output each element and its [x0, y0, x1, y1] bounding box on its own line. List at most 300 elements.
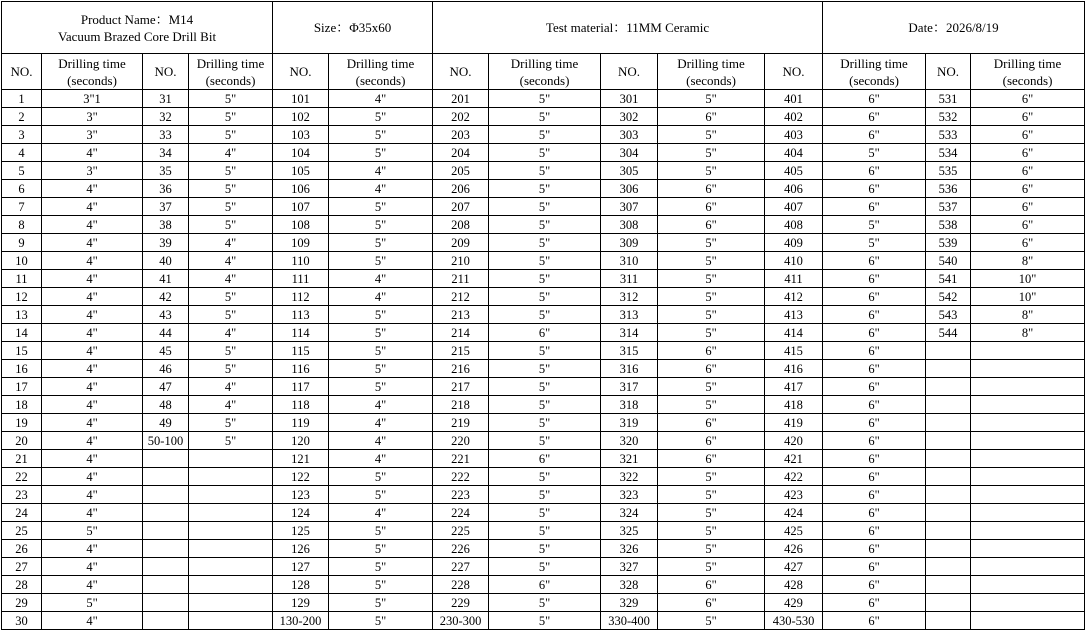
table-row: [2, 306, 1085, 324]
no-header: NO.: [926, 54, 971, 90]
drilling-time-cell: 5": [489, 504, 601, 522]
drilling-time-cell: 6": [823, 108, 926, 126]
drilling-time-cell: [971, 522, 1085, 540]
no-cell: 409: [765, 234, 823, 252]
product-name: Product Name：M14: [80, 11, 194, 27]
drilling-time-cell: 5": [329, 468, 433, 486]
drilling-time-cell: 5": [658, 612, 765, 630]
no-cell: 5: [2, 162, 42, 180]
no-cell: 327: [601, 558, 658, 576]
drilling-time-cell: 6": [823, 126, 926, 144]
drilling-time-cell: [189, 504, 273, 522]
drilling-time-cell: 5": [489, 522, 601, 540]
drilling-time-cell: 4": [42, 288, 143, 306]
drilling-time-cell: 5": [489, 540, 601, 558]
no-cell: 542: [926, 288, 971, 306]
no-cell: 425: [765, 522, 823, 540]
drilling-time-cell: 5": [329, 126, 433, 144]
no-cell: 419: [765, 414, 823, 432]
drilling-time-cell: 4": [42, 432, 143, 450]
drilling-time-cell: 6": [489, 576, 601, 594]
drilling-time-cell: 8": [971, 306, 1085, 324]
table-row: [2, 90, 1085, 108]
drilling-time-cell: 5": [189, 216, 273, 234]
drilling-time-cell: 4": [329, 450, 433, 468]
table-row: [2, 540, 1085, 558]
no-cell: [926, 558, 971, 576]
drilling-time-cell: 5": [658, 288, 765, 306]
no-cell: 307: [601, 198, 658, 216]
no-cell: 318: [601, 396, 658, 414]
drilling-time-cell: 5": [658, 468, 765, 486]
no-cell: 320: [601, 432, 658, 450]
table-row: [2, 612, 1085, 630]
drilling-time-cell: 4": [329, 180, 433, 198]
drilling-time-cell: 5": [329, 144, 433, 162]
no-cell: 420: [765, 432, 823, 450]
drilling-time-cell: 5": [658, 324, 765, 342]
no-cell: 32: [143, 108, 189, 126]
drilling-time-cell: 4": [42, 216, 143, 234]
drilling-time-cell: 5": [489, 378, 601, 396]
table-row: [2, 576, 1085, 594]
no-cell: 129: [273, 594, 329, 612]
drilling-time-cell: 5": [489, 216, 601, 234]
no-cell: [143, 486, 189, 504]
drilling-time-cell: 5": [489, 180, 601, 198]
drilling-time-cell: 6": [823, 414, 926, 432]
no-cell: 10: [2, 252, 42, 270]
drilling-time-cell: 5": [189, 162, 273, 180]
no-cell: 423: [765, 486, 823, 504]
no-cell: 45: [143, 342, 189, 360]
no-cell: 111: [273, 270, 329, 288]
table-row: [2, 432, 1085, 450]
table-row: [2, 360, 1085, 378]
drilling-time-cell: 6": [489, 324, 601, 342]
drilling-time-cell: 4": [42, 306, 143, 324]
table-row: [2, 324, 1085, 342]
drilling-time-cell: [971, 612, 1085, 630]
no-cell: [143, 612, 189, 630]
no-cell: [926, 378, 971, 396]
drilling-time-cell: 6": [658, 432, 765, 450]
no-cell: 130-200: [273, 612, 329, 630]
no-cell: [143, 594, 189, 612]
table-row: [2, 396, 1085, 414]
no-cell: 2: [2, 108, 42, 126]
table-row: [2, 450, 1085, 468]
drilling-time-cell: 6": [823, 594, 926, 612]
drilling-time-cell: [189, 486, 273, 504]
drilling-time-cell: [189, 522, 273, 540]
no-cell: 309: [601, 234, 658, 252]
drilling-test-table: [1, 1, 1085, 630]
drilling-time-cell: 6": [971, 144, 1085, 162]
drilling-time-cell: [189, 558, 273, 576]
no-cell: 416: [765, 360, 823, 378]
no-cell: 39: [143, 234, 189, 252]
drilling-time-cell: 6": [823, 504, 926, 522]
drilling-time-cell: 4": [42, 468, 143, 486]
table-row: [2, 198, 1085, 216]
no-cell: 412: [765, 288, 823, 306]
drilling-time-cell: 4": [189, 234, 273, 252]
drilling-time-cell: 4": [42, 450, 143, 468]
no-cell: 34: [143, 144, 189, 162]
table-row: [2, 144, 1085, 162]
test-material-cell: Test material：11MM Ceramic: [433, 2, 823, 54]
drilling-time-cell: 5": [329, 378, 433, 396]
drilling-time-cell: 5": [189, 306, 273, 324]
column-header-row: [2, 54, 1085, 90]
no-cell: 9: [2, 234, 42, 252]
drilling-time-cell: 6": [823, 360, 926, 378]
drilling-time-cell: [971, 450, 1085, 468]
no-cell: 329: [601, 594, 658, 612]
drilling-time-cell: 5": [658, 540, 765, 558]
no-cell: 544: [926, 324, 971, 342]
drilling-time-cell: 6": [823, 468, 926, 486]
no-cell: 20: [2, 432, 42, 450]
drilling-time-cell: 4": [329, 270, 433, 288]
no-cell: 105: [273, 162, 329, 180]
no-cell: 201: [433, 90, 489, 108]
drilling-time-cell: 5": [329, 216, 433, 234]
no-cell: 35: [143, 162, 189, 180]
no-cell: 430-530: [765, 612, 823, 630]
drilling-time-header: Drilling time (seconds): [658, 54, 765, 90]
no-cell: 306: [601, 180, 658, 198]
no-cell: 304: [601, 144, 658, 162]
drilling-time-cell: 5": [658, 126, 765, 144]
drilling-time-cell: 5": [189, 126, 273, 144]
drilling-time-cell: 4": [42, 180, 143, 198]
table-row: [2, 558, 1085, 576]
no-cell: 21: [2, 450, 42, 468]
drilling-time-cell: 5": [658, 486, 765, 504]
no-cell: 106: [273, 180, 329, 198]
drilling-time-cell: 6": [971, 108, 1085, 126]
drilling-time-cell: 6": [823, 396, 926, 414]
drilling-time-cell: 5": [658, 270, 765, 288]
no-cell: 116: [273, 360, 329, 378]
drilling-time-cell: [189, 612, 273, 630]
no-cell: 301: [601, 90, 658, 108]
no-cell: 119: [273, 414, 329, 432]
no-header: NO.: [765, 54, 823, 90]
no-cell: 402: [765, 108, 823, 126]
drilling-time-cell: 5": [823, 234, 926, 252]
drilling-time-cell: 5": [329, 576, 433, 594]
no-cell: 118: [273, 396, 329, 414]
no-cell: 113: [273, 306, 329, 324]
no-cell: 407: [765, 198, 823, 216]
drilling-time-cell: [971, 558, 1085, 576]
no-cell: [143, 576, 189, 594]
table-row: [2, 288, 1085, 306]
drilling-time-cell: 5": [329, 198, 433, 216]
drilling-time-cell: 5": [823, 144, 926, 162]
drilling-time-cell: 5": [489, 288, 601, 306]
drilling-time-cell: 4": [42, 540, 143, 558]
no-cell: [143, 450, 189, 468]
drilling-time-cell: 6": [823, 198, 926, 216]
drilling-time-cell: [971, 432, 1085, 450]
no-cell: [143, 504, 189, 522]
drilling-time-cell: 5": [329, 522, 433, 540]
drilling-time-cell: 4": [189, 144, 273, 162]
drilling-time-cell: 5": [489, 486, 601, 504]
drilling-time-cell: 5": [489, 144, 601, 162]
drilling-time-cell: 5": [489, 594, 601, 612]
drilling-time-cell: [971, 504, 1085, 522]
no-cell: 531: [926, 90, 971, 108]
no-cell: 413: [765, 306, 823, 324]
drilling-time-cell: 5": [489, 306, 601, 324]
drilling-time-cell: 4": [329, 432, 433, 450]
no-cell: 305: [601, 162, 658, 180]
drilling-time-cell: 10": [971, 288, 1085, 306]
drilling-time-cell: 6": [823, 450, 926, 468]
drilling-time-cell: 5": [329, 306, 433, 324]
no-cell: 108: [273, 216, 329, 234]
drilling-time-cell: 5": [329, 108, 433, 126]
drilling-time-cell: 5": [489, 252, 601, 270]
drilling-time-cell: 5": [489, 234, 601, 252]
drilling-time-header: Drilling time (seconds): [971, 54, 1085, 90]
drilling-time-cell: [971, 378, 1085, 396]
drilling-time-cell: 4": [329, 396, 433, 414]
drilling-time-cell: 4": [329, 90, 433, 108]
no-cell: [143, 522, 189, 540]
no-cell: 109: [273, 234, 329, 252]
no-cell: 328: [601, 576, 658, 594]
drilling-time-cell: 6": [971, 90, 1085, 108]
drilling-time-cell: 6": [658, 414, 765, 432]
no-cell: 326: [601, 540, 658, 558]
no-cell: 319: [601, 414, 658, 432]
no-cell: 124: [273, 504, 329, 522]
drilling-time-cell: 5": [658, 162, 765, 180]
drilling-time-cell: 5": [329, 360, 433, 378]
no-cell: [926, 450, 971, 468]
drilling-time-cell: 6": [658, 342, 765, 360]
table-row: [2, 486, 1085, 504]
drilling-time-cell: 5": [823, 216, 926, 234]
no-cell: 115: [273, 342, 329, 360]
drilling-time-cell: 10": [971, 270, 1085, 288]
drilling-time-cell: 6": [823, 558, 926, 576]
no-cell: 104: [273, 144, 329, 162]
no-cell: 313: [601, 306, 658, 324]
no-cell: 127: [273, 558, 329, 576]
table-row: [2, 252, 1085, 270]
drilling-time-cell: [971, 486, 1085, 504]
no-cell: 325: [601, 522, 658, 540]
no-cell: 421: [765, 450, 823, 468]
no-cell: 218: [433, 396, 489, 414]
drilling-time-cell: 5": [189, 90, 273, 108]
drilling-time-cell: 5": [189, 414, 273, 432]
no-cell: 28: [2, 576, 42, 594]
no-cell: 310: [601, 252, 658, 270]
drilling-time-cell: [971, 342, 1085, 360]
no-cell: 222: [433, 468, 489, 486]
table-row: [2, 468, 1085, 486]
drilling-time-cell: 3": [42, 126, 143, 144]
drilling-time-cell: 4": [42, 252, 143, 270]
drilling-time-cell: 4": [42, 486, 143, 504]
drilling-time-cell: 4": [189, 396, 273, 414]
drilling-time-cell: 4": [42, 324, 143, 342]
no-cell: 401: [765, 90, 823, 108]
table-row: [2, 162, 1085, 180]
drilling-time-cell: [971, 540, 1085, 558]
drilling-time-cell: 5": [189, 108, 273, 126]
no-cell: 48: [143, 396, 189, 414]
drilling-time-cell: 6": [971, 180, 1085, 198]
drilling-time-header: Drilling time (seconds): [189, 54, 273, 90]
no-cell: 427: [765, 558, 823, 576]
no-cell: 40: [143, 252, 189, 270]
drilling-time-cell: 5": [189, 432, 273, 450]
no-cell: 312: [601, 288, 658, 306]
drilling-time-cell: 6": [971, 216, 1085, 234]
no-cell: 29: [2, 594, 42, 612]
no-cell: 46: [143, 360, 189, 378]
drilling-time-cell: 5": [658, 252, 765, 270]
drilling-time-cell: 5": [329, 324, 433, 342]
drilling-time-cell: 5": [489, 342, 601, 360]
drilling-time-header: Drilling time (seconds): [823, 54, 926, 90]
no-cell: 215: [433, 342, 489, 360]
no-cell: 23: [2, 486, 42, 504]
no-cell: 37: [143, 198, 189, 216]
no-cell: 406: [765, 180, 823, 198]
drilling-time-cell: [971, 468, 1085, 486]
drilling-time-cell: 4": [42, 270, 143, 288]
no-cell: [926, 594, 971, 612]
no-cell: [926, 432, 971, 450]
drilling-time-cell: 4": [42, 342, 143, 360]
drilling-time-cell: 6": [658, 216, 765, 234]
drilling-time-cell: 5": [489, 108, 601, 126]
table-row: [2, 234, 1085, 252]
no-cell: 123: [273, 486, 329, 504]
no-cell: 221: [433, 450, 489, 468]
no-cell: [926, 342, 971, 360]
no-header: NO.: [433, 54, 489, 90]
drilling-time-cell: [971, 360, 1085, 378]
table-row: [2, 594, 1085, 612]
no-cell: 214: [433, 324, 489, 342]
drilling-time-cell: 6": [823, 378, 926, 396]
no-cell: 17: [2, 378, 42, 396]
drilling-time-cell: 3": [42, 162, 143, 180]
no-cell: 14: [2, 324, 42, 342]
drilling-time-cell: 5": [489, 360, 601, 378]
drilling-time-cell: 6": [823, 342, 926, 360]
no-cell: 25: [2, 522, 42, 540]
drilling-time-header: Drilling time (seconds): [329, 54, 433, 90]
drilling-time-cell: 6": [971, 198, 1085, 216]
no-cell: [926, 540, 971, 558]
drilling-time-cell: 6": [658, 198, 765, 216]
no-header: NO.: [143, 54, 189, 90]
drilling-time-cell: 5": [189, 198, 273, 216]
drilling-time-cell: 5": [489, 612, 601, 630]
no-cell: 8: [2, 216, 42, 234]
no-cell: 210: [433, 252, 489, 270]
no-cell: 226: [433, 540, 489, 558]
drilling-time-cell: 4": [189, 270, 273, 288]
no-cell: 205: [433, 162, 489, 180]
drilling-time-cell: 4": [329, 288, 433, 306]
no-cell: 212: [433, 288, 489, 306]
drilling-time-cell: 4": [42, 576, 143, 594]
no-cell: 122: [273, 468, 329, 486]
no-cell: 414: [765, 324, 823, 342]
drilling-time-cell: 6": [823, 540, 926, 558]
no-cell: 321: [601, 450, 658, 468]
drilling-time-cell: 4": [189, 378, 273, 396]
no-cell: 110: [273, 252, 329, 270]
no-cell: 128: [273, 576, 329, 594]
drilling-time-cell: 6": [971, 126, 1085, 144]
no-cell: 16: [2, 360, 42, 378]
no-cell: 50-100: [143, 432, 189, 450]
drilling-time-cell: 5": [189, 360, 273, 378]
no-cell: 101: [273, 90, 329, 108]
no-cell: 408: [765, 216, 823, 234]
no-cell: 49: [143, 414, 189, 432]
drilling-time-cell: 6": [658, 180, 765, 198]
no-cell: 207: [433, 198, 489, 216]
no-header: NO.: [2, 54, 42, 90]
drilling-time-cell: 5": [658, 504, 765, 522]
no-header: NO.: [273, 54, 329, 90]
no-cell: 217: [433, 378, 489, 396]
no-cell: 535: [926, 162, 971, 180]
no-cell: 19: [2, 414, 42, 432]
no-cell: 24: [2, 504, 42, 522]
drilling-time-cell: 6": [823, 432, 926, 450]
no-cell: [926, 360, 971, 378]
no-cell: [143, 468, 189, 486]
drilling-time-cell: 4": [189, 324, 273, 342]
drilling-time-cell: 8": [971, 324, 1085, 342]
table-row: [2, 522, 1085, 540]
size-cell: Size：Φ35x60: [273, 2, 433, 54]
no-cell: 44: [143, 324, 189, 342]
drilling-time-cell: [971, 594, 1085, 612]
drilling-time-cell: 6": [658, 594, 765, 612]
no-cell: 33: [143, 126, 189, 144]
drilling-time-cell: 5": [42, 522, 143, 540]
drilling-time-cell: 6": [823, 324, 926, 342]
drilling-time-cell: 6": [971, 162, 1085, 180]
no-cell: [143, 558, 189, 576]
no-cell: 42: [143, 288, 189, 306]
no-cell: 417: [765, 378, 823, 396]
drilling-time-cell: [971, 576, 1085, 594]
no-cell: 1: [2, 90, 42, 108]
drilling-time-header: Drilling time (seconds): [42, 54, 143, 90]
no-cell: 532: [926, 108, 971, 126]
no-cell: 543: [926, 306, 971, 324]
no-cell: 11: [2, 270, 42, 288]
